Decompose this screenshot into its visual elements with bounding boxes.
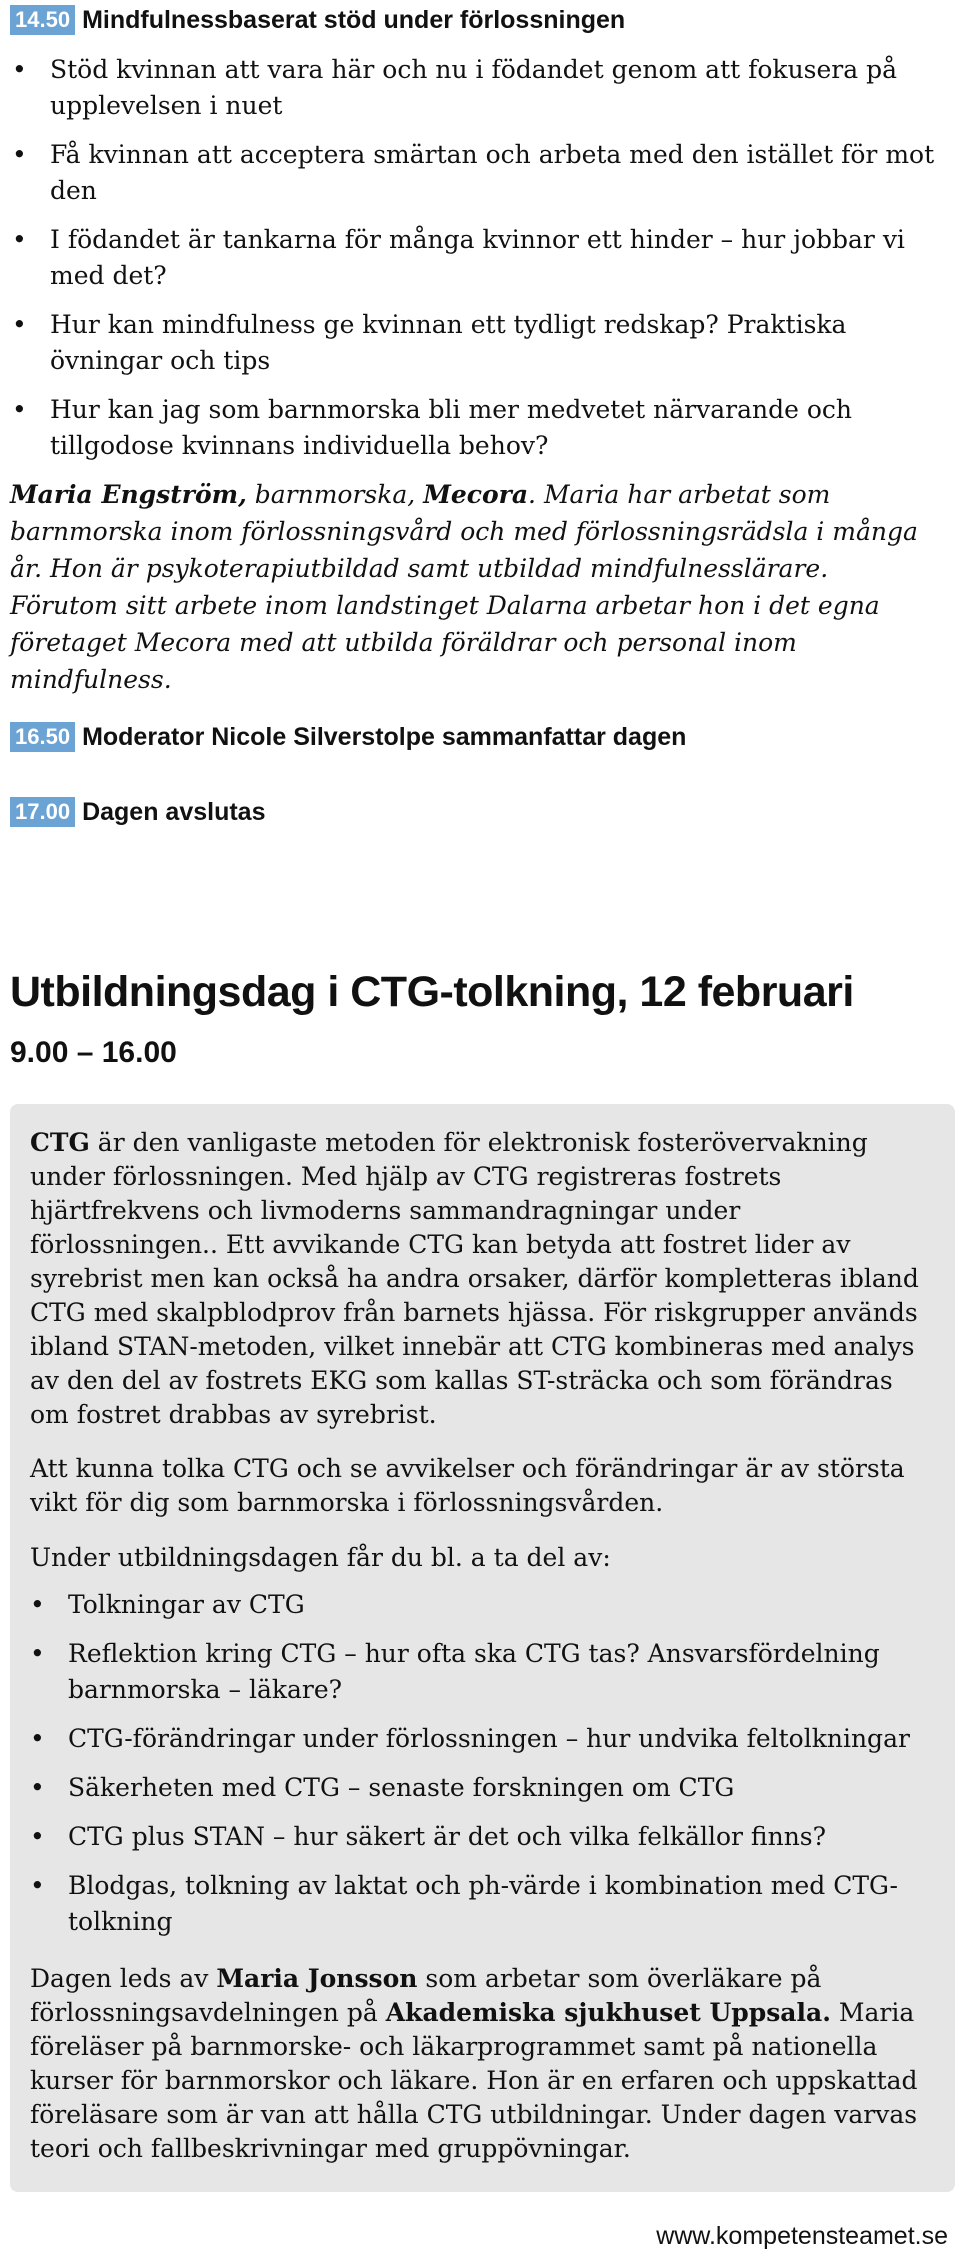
course-paragraph-3: Under utbildningsdagen får du bl. a ta del av: — [30, 1543, 611, 1572]
course-intro — [30, 1126, 930, 1432]
speaker-name: Maria Engström, — [10, 480, 247, 509]
footer-url[interactable]: www.kompetensteamet.se — [656, 2222, 948, 2250]
course-bullet-list — [30, 1587, 930, 1953]
list-item: • Hur kan jag som barnmorska bli mer medvetet närvarande och tillgodose kvinnans individuella behov? — [12, 392, 947, 464]
leader-rest: Maria föreläser på barnmorske- och läkarprogrammet samt på nationella kurser för barnmorskor och läkare. Hon är en erfaren och uppskattad föreläsare som är van att hålla CTG utbildningar. Under dagen varvas teori och fallbeskrivningar med gruppövningar. — [30, 1998, 918, 2163]
time-badge: 17.00 — [10, 797, 75, 827]
course-title: Utbildningsdag i CTG-tolkning, 12 februari — [10, 968, 854, 1016]
list-item: • CTG-förändringar under förlossningen – hur undvika feltolkningar — [30, 1721, 930, 1757]
list-item: • I födandet är tankarna för många kvinnor ett hinder – hur jobbar vi med det? — [12, 222, 947, 294]
session-title: Dagen avslutas — [82, 797, 266, 826]
speaker-bio-text: . Maria har arbetat som barnmorska inom förlossningsvård och med förlossningsrädsla i många år. Hon är psykoterapiutbildad samt utbildad mindfulnesslärare. Förutom sitt arbete inom landstinget Dalarna arbetar hon i det egna företaget Mecora med att utbilda föräldrar och personal inom mindfulness. — [10, 480, 918, 694]
session-title: Mindfulnessbaserat stöd under förlossningen — [82, 5, 626, 34]
intro-bold: CTG — [30, 1128, 90, 1157]
list-item: • Säkerheten med CTG – senaste forskningen om CTG — [30, 1770, 930, 1806]
course-leader — [30, 1962, 930, 2166]
session-bullet-list — [12, 52, 947, 477]
list-item: • Tolkningar av CTG — [30, 1587, 930, 1623]
course-paragraph-2: Att kunna tolka CTG och se avvikelser och förändringar är av största vikt för dig som barnmorska i förlossningsvården. — [30, 1454, 905, 1517]
list-item: • Få kvinnan att acceptera smärtan och arbeta med den istället för mot den — [12, 137, 947, 209]
leader-place: Akademiska sjukhuset Uppsala. — [385, 1998, 831, 2027]
time-badge: 14.50 — [10, 5, 75, 35]
list-item: • CTG plus STAN – hur säkert är det och vilka felkällor finns? — [30, 1819, 930, 1855]
agenda-item-1450 — [10, 5, 625, 35]
speaker-company: Mecora — [423, 480, 529, 509]
leader-pre: Dagen leds av — [30, 1964, 217, 1993]
list-item: • Stöd kvinnan att vara här och nu i födandet genom att fokusera på upplevelsen i nuet — [12, 52, 947, 124]
leader-name: Maria Jonsson — [216, 1964, 418, 1993]
list-item: • Blodgas, tolkning av laktat och ph-värde i kombination med CTG-tolkning — [30, 1868, 930, 1940]
intro-text: är den vanligaste metoden för elektronisk fosterövervakning under förlossningen. Med hjälp av CTG registreras fostrets hjärtfrekvens och livmoderns sammandragningar under förlossningen.. Ett avvikande CTG kan betyda att fostret lider av syrebrist men kan också ha andra orsaker, därför kompletteras ibland CTG med skalpblodprov från barnets hjässa. För riskgrupper används ibland STAN-metoden, vilket innebär att CTG kombineras med analys av den del av fostrets EKG som kallas ST-sträcka och som förändras om fostret drabbas av syrebrist. — [30, 1128, 919, 1429]
session-title: Moderator Nicole Silverstolpe sammanfattar dagen — [82, 722, 687, 751]
speaker-role: barnmorska, — [246, 480, 424, 509]
time-badge: 16.50 — [10, 722, 75, 752]
leader-mid: som arbetar som överläkare på förlossningsavdelningen på — [30, 1964, 822, 2027]
list-item: • Hur kan mindfulness ge kvinnan ett tydligt redskap? Praktiska övningar och tips — [12, 307, 947, 379]
agenda-item-1700 — [10, 797, 265, 827]
list-item: • Reflektion kring CTG – hur ofta ska CTG tas? Ansvarsfördelning barnmorska – läkare? — [30, 1636, 930, 1708]
agenda-item-1650 — [10, 722, 686, 752]
speaker-bio — [10, 476, 940, 698]
course-time: 9.00 – 16.00 — [10, 1036, 177, 1069]
